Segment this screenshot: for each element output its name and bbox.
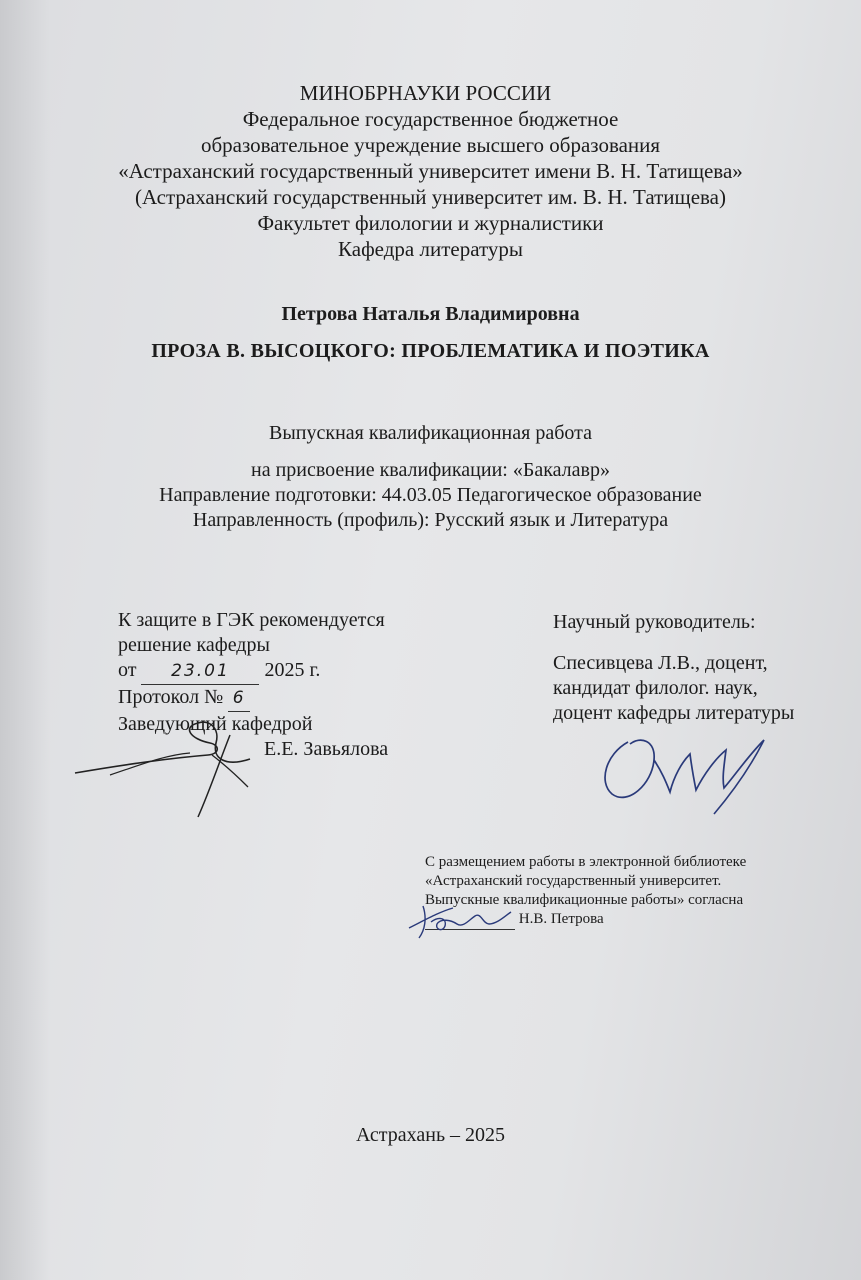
protocol-field — [228, 685, 250, 712]
qualification-block — [0, 458, 861, 533]
date-prefix: от — [118, 659, 137, 681]
student-signature — [405, 898, 515, 942]
consent-line-2: «Астраханский государственный университет. — [425, 873, 722, 889]
consent-line-1: С размещением работы в электронной библиотеке — [425, 854, 747, 870]
date-field — [141, 658, 259, 685]
faculty-name: Факультет филологии и журналистики — [257, 211, 604, 235]
supervisor-block — [553, 610, 794, 726]
thesis-title: ПРОЗА В. ВЫСОЦКОГО: ПРОБЛЕМАТИКА И ПОЭТИКА — [151, 340, 710, 362]
supervisor-label: Научный руководитель: — [553, 611, 756, 633]
head-name: Е.Е. Завьялова — [264, 738, 389, 760]
defense-line-2: решение кафедры — [118, 634, 270, 656]
defense-line-1: К защите в ГЭК рекомендуется — [118, 609, 385, 631]
profile-line: Направленность (профиль): Русский язык и Литература — [192, 509, 669, 531]
head-label: Заведующий кафедрой — [118, 713, 313, 735]
date-year: 2025 г. — [264, 659, 321, 681]
university-short-name: (Астраханский государственный университет им. В. Н. Татищева) — [135, 185, 726, 209]
supervisor-line-3: доцент кафедры литературы — [553, 702, 795, 724]
supervisor-line-2: кандидат филолог. наук, — [553, 677, 758, 699]
ministry-line: МИНОБРНАУКИ РОССИИ — [299, 81, 552, 105]
city-year: Астрахань – 2025 — [355, 1124, 506, 1146]
handwritten-protocol-number: 6 — [232, 688, 246, 708]
handwritten-date: 23.01 — [171, 661, 230, 681]
qualification-line: на присвоение квалификации: «Бакалавр» — [251, 459, 610, 481]
institution-type-line-2: образовательное учреждение высшего образования — [200, 133, 661, 157]
institution-header — [0, 80, 861, 262]
work-type: Выпускная квалификационная работа — [269, 422, 592, 444]
consent-name: Н.В. Петрова — [518, 911, 604, 927]
head-signature — [70, 715, 270, 825]
consent-line-3: Выпускные квалификационные работы» согласна — [425, 892, 744, 908]
author-name: Петрова Наталья Владимировна — [281, 303, 580, 325]
supervisor-line-1: Спесивцева Л.В., доцент, — [553, 652, 768, 674]
protocol-label: Протокол № — [118, 686, 224, 708]
institution-type-line: Федеральное государственное бюджетное — [242, 107, 619, 131]
university-name: «Астраханский государственный университет имени В. Н. Татищева» — [118, 159, 743, 183]
supervisor-signature — [596, 718, 786, 818]
protocol-line — [118, 685, 388, 712]
defense-date-line — [118, 658, 388, 685]
direction-line: Направление подготовки: 44.03.05 Педагогическое образование — [159, 484, 702, 506]
department-name: Кафедра литературы — [338, 237, 523, 261]
